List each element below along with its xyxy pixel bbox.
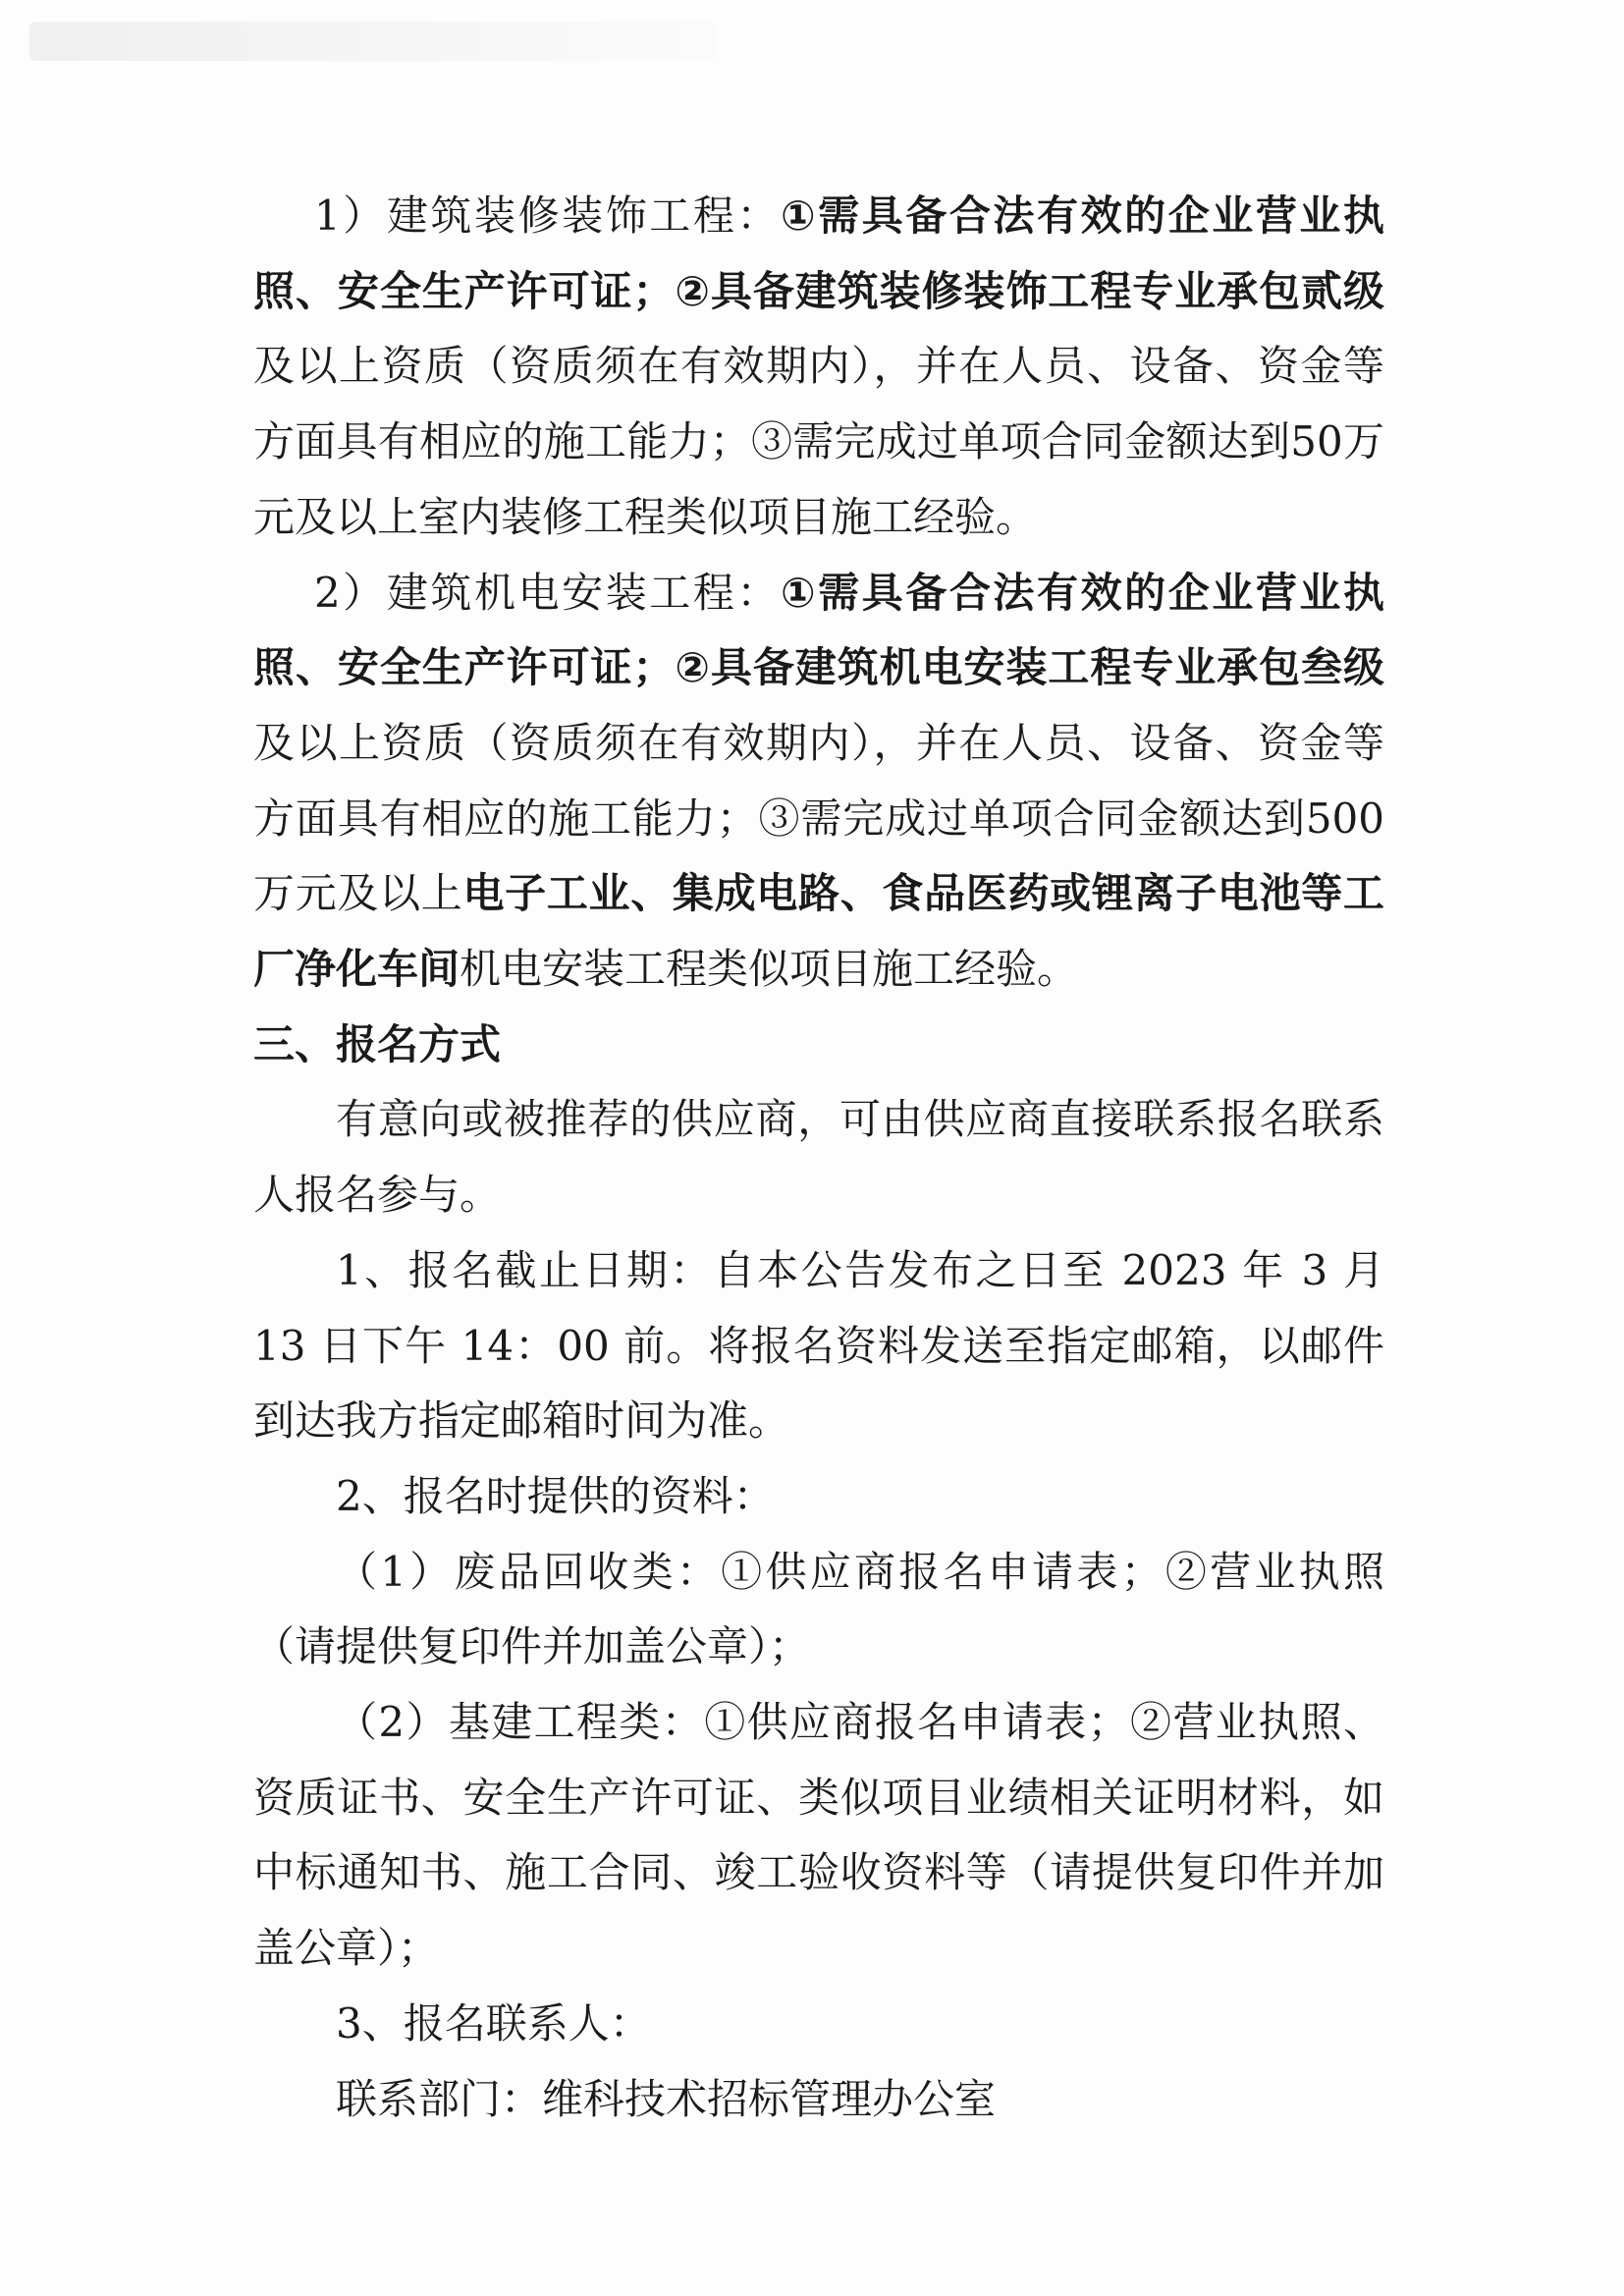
bold-requirement: ①需具备合法有效的企业营业执照、安全生产许可证；②具备建筑机电安装工程专业承包叁级 bbox=[253, 568, 1384, 692]
paragraph-materials-heading: 2、报名时提供的资料： bbox=[336, 1471, 775, 1520]
paragraph-materials-recycling: （1）废品回收类：①供应商报名申请表；②营业执照（请提供复印件并加盖公章）； bbox=[253, 1547, 1384, 1671]
paragraph-materials-construction: （2）基建工程类：①供应商报名申请表；②营业执照、资质证书、安全生产许可证、类似项目业绩相关证明材料，如中标通知书、施工合同、竣工验收资料等（请提供复印件并加盖公章）； bbox=[253, 1698, 1384, 1973]
bold-requirement: ①需具备合法有效的企业营业执照、安全生产许可证；②具备建筑装修装饰工程专业承包贰级 bbox=[253, 191, 1384, 315]
requirement-text-end: 机电安装工程类似项目施工经验。 bbox=[460, 945, 1079, 994]
section-heading-registration: 三、报名方式 bbox=[253, 1019, 502, 1068]
scan-artifact bbox=[29, 22, 717, 61]
item-label: 2）建筑机电安装工程： bbox=[314, 568, 782, 617]
paragraph-registration-intro: 有意向或被推荐的供应商，可由供应商直接联系报名联系人报名参与。 bbox=[253, 1095, 1384, 1220]
bold-industry-scope: 电子工业、集成电路、食品医药或锂离子电池等工厂净化车间 bbox=[253, 869, 1384, 994]
requirement-text: 及以上资质（资质须在有效期内），并在人员、设备、资金等方面具有相应的施工能力；③需完成过单项合同金额达到50万元及以上室内装修工程类似项目施工经验。 bbox=[253, 342, 1384, 541]
paragraph-contact-department: 联系部门：维科技术招标管理办公室 bbox=[336, 2074, 997, 2123]
paragraph-decoration-qualification bbox=[253, 179, 1384, 556]
paragraph-deadline: 1、报名截止日期：自本公告发布之日至 2023 年 3 月 13 日下午 14：00 前。将报名资料发送至指定邮箱，以邮件到达我方指定邮箱时间为准。 bbox=[253, 1245, 1384, 1446]
document-body bbox=[253, 179, 1384, 2137]
paragraph-contact-heading: 3、报名联系人： bbox=[336, 1998, 651, 2048]
requirement-text: 及以上资质（资质须在有效期内），并在人员、设备、资金等方面具有相应的施工能力；③需完成过单项合同金额达到500万元及以上 bbox=[253, 718, 1384, 918]
item-label: 1）建筑装修装饰工程： bbox=[314, 191, 782, 240]
paragraph-electromechanical-qualification bbox=[253, 556, 1384, 1008]
